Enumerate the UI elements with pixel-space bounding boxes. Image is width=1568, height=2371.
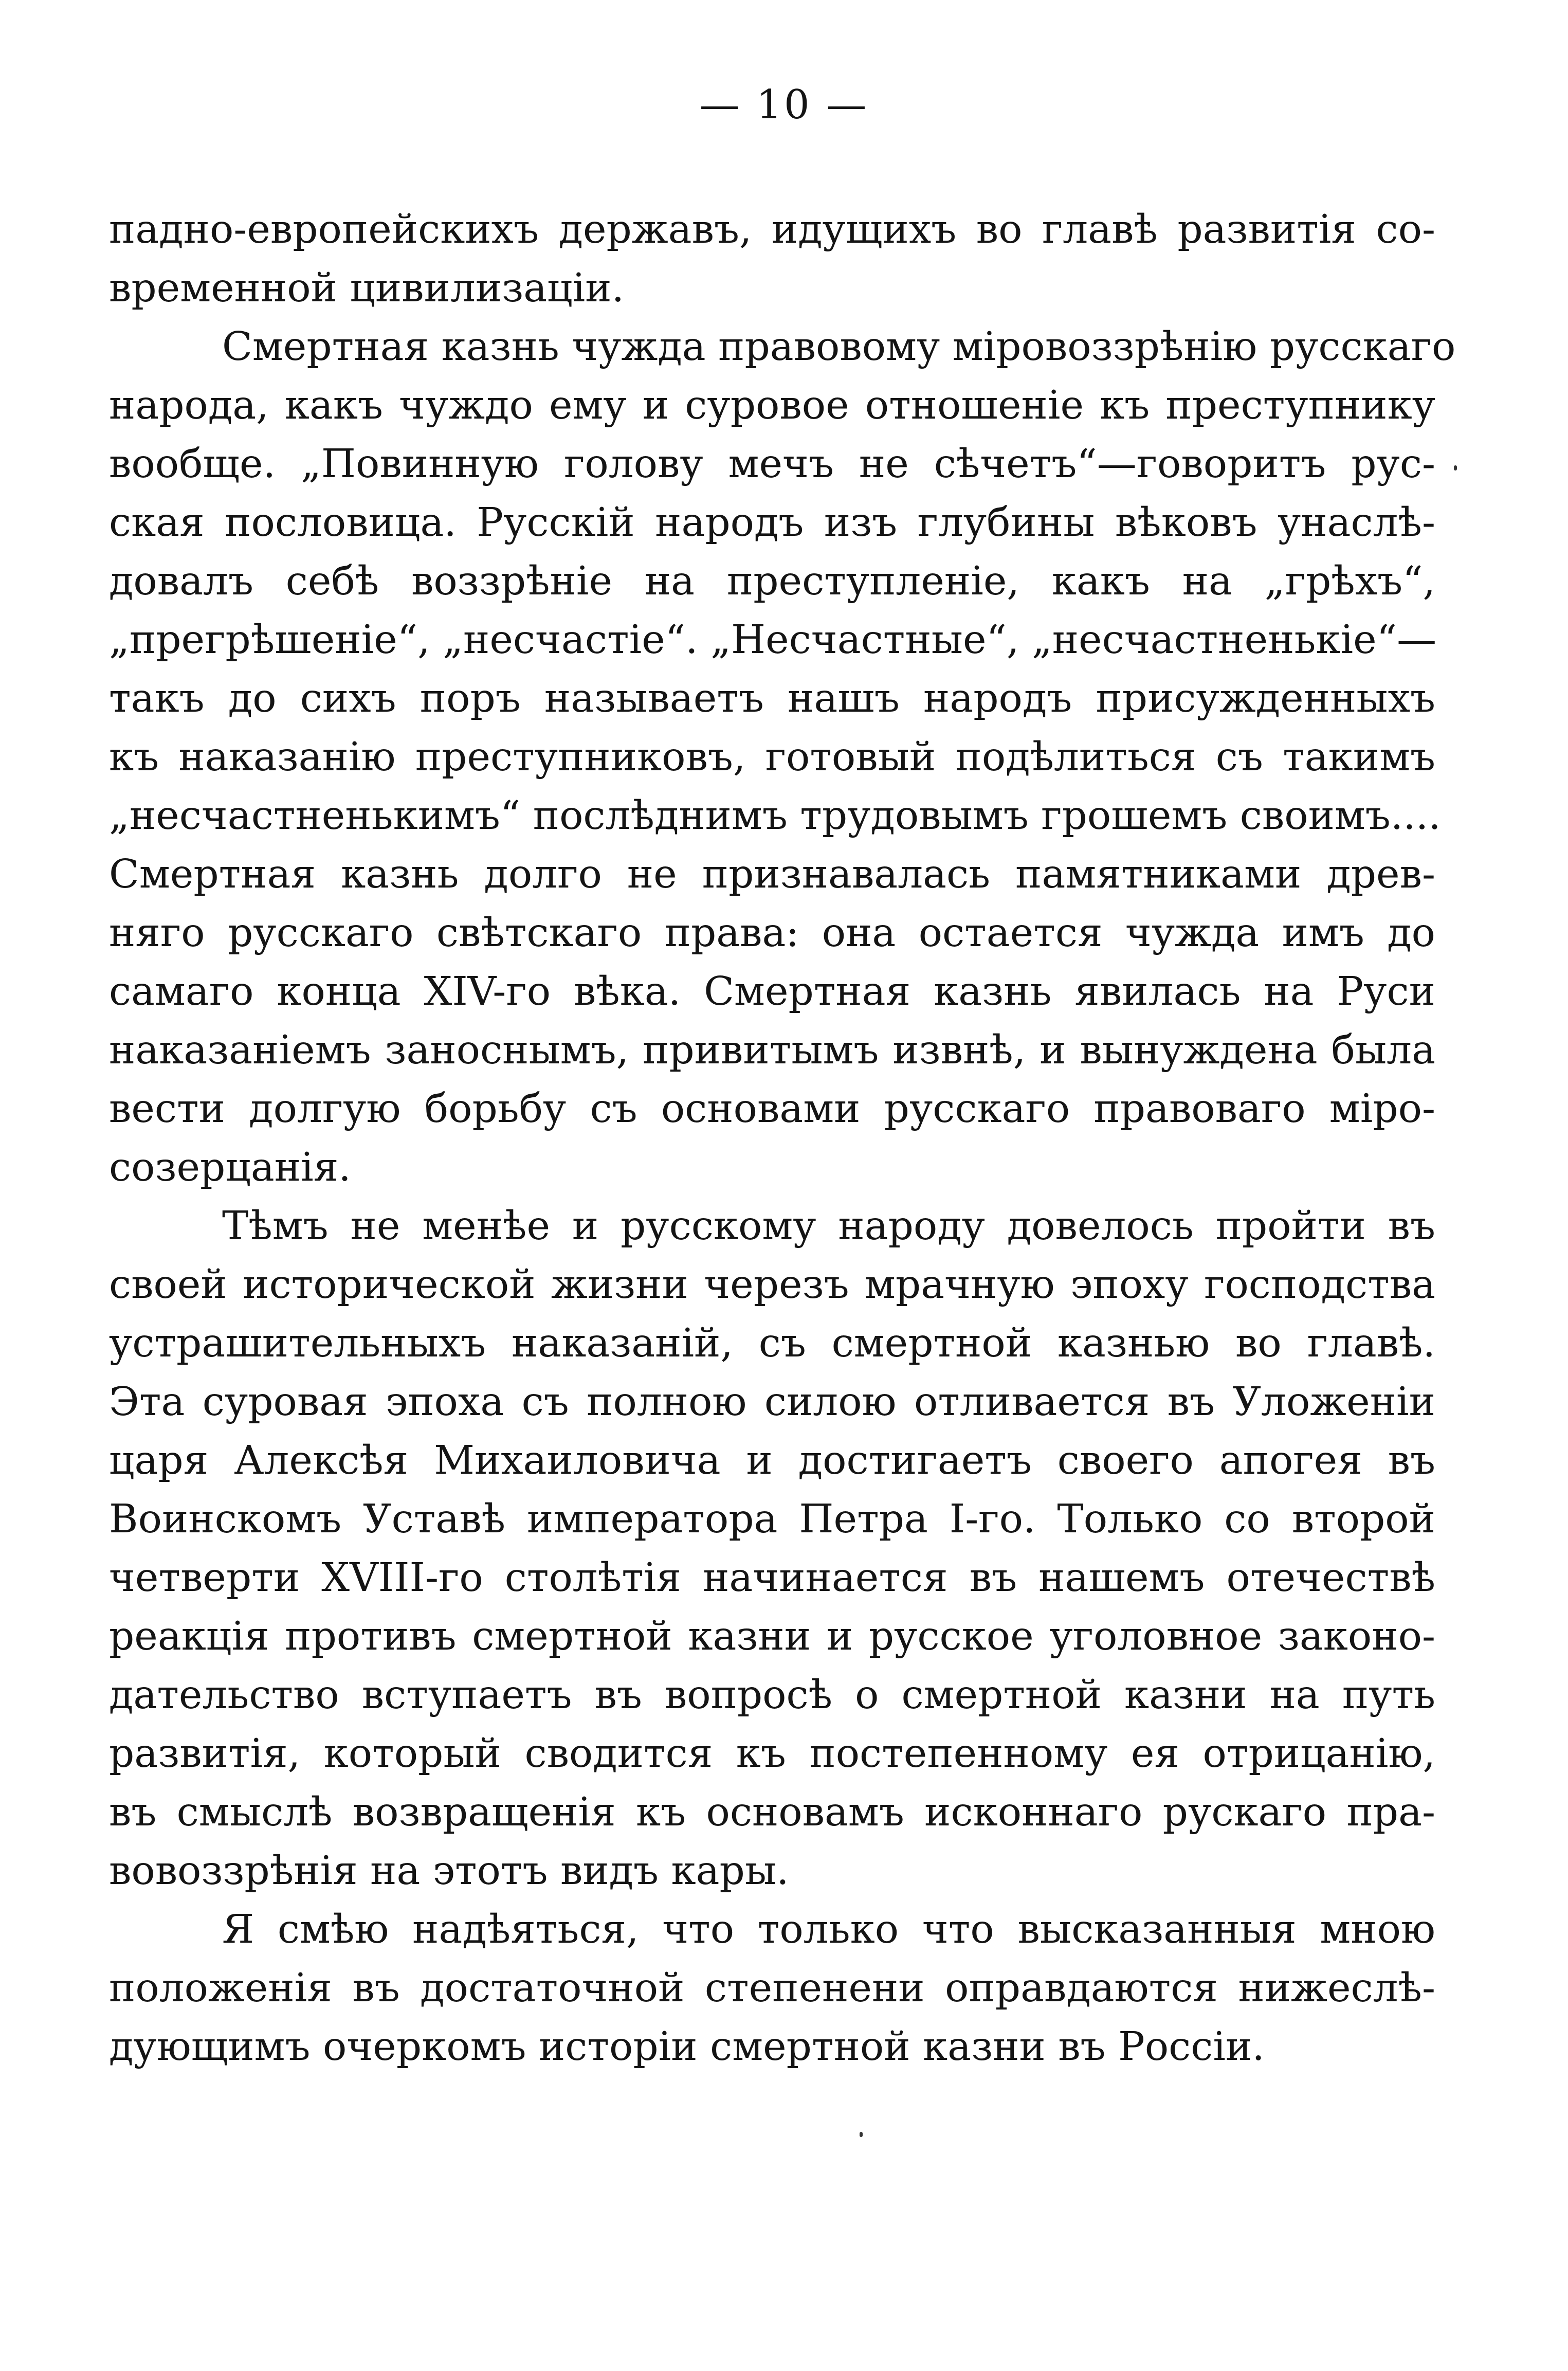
text-line: созерцанія. <box>109 1145 351 1190</box>
text-line: Я смѣю надѣяться, что только что высказанныя мною <box>222 1907 1435 1952</box>
text-line: Тѣмъ не менѣе и русскому народу довелось пройти въ <box>222 1203 1435 1249</box>
text-line: своей исторической жизни черезъ мрачную эпоху господства <box>109 1262 1435 1308</box>
print-speck <box>860 2132 863 2137</box>
text-line: временной цивилизаціи. <box>109 265 625 311</box>
text-line: Эта суровая эпоха съ полною силою отливается въ Уложеніи <box>109 1379 1435 1425</box>
paragraph <box>109 318 1456 1197</box>
body-text <box>109 201 1456 2076</box>
text-line: положенія въ достаточной степенени оправдаются нижеслѣ- <box>109 1965 1435 2011</box>
print-speck <box>1454 465 1457 470</box>
text-line: самаго конца XIV-го вѣка. Смертная казнь явилась на Руси <box>109 969 1435 1015</box>
text-line: къ наказанію преступниковъ, готовый подѣлиться съ такимъ <box>109 734 1435 780</box>
text-line: падно-европейскихъ державъ, идущихъ во главѣ развитія со- <box>109 207 1435 252</box>
text-line: устрашительныхъ наказаній, съ смертной казнью во главѣ. <box>109 1320 1435 1366</box>
text-line: наказаніемъ заноснымъ, привитымъ извнѣ, и вынуждена была <box>109 1027 1435 1073</box>
text-line: ская пословица. Русскій народъ изъ глубины вѣковъ унаслѣ- <box>109 500 1435 546</box>
text-line: дующимъ очеркомъ исторіи смертной казни въ Россіи. <box>109 2024 1265 2070</box>
text-line: народа, какъ чуждо ему и суровое отношеніе къ преступнику <box>109 383 1435 428</box>
text-line: четверти XVIII-го столѣтія начинается въ нашемъ отечествѣ <box>109 1555 1435 1601</box>
text-line: вовоззрѣнія на этотъ видъ кары. <box>109 1848 789 1894</box>
text-line: няго русскаго свѣтскаго права: она остается чужда имъ до <box>109 910 1435 956</box>
paragraph <box>109 1197 1435 1901</box>
page-number: — 10 — <box>699 82 869 128</box>
text-line: царя Алексѣя Михаиловича и достигаетъ своего апогея въ <box>109 1438 1435 1483</box>
text-line: въ смыслѣ возвращенія къ основамъ исконнаго рускаго пра- <box>109 1789 1435 1835</box>
text-line: дательство вступаетъ въ вопросѣ о смертной казни на путь <box>109 1672 1435 1718</box>
paragraph <box>109 1901 1435 2076</box>
text-line: развитія, который сводится къ постепенному ея отрицанію, <box>109 1731 1435 1777</box>
text-line: вообще. „Повинную голову мечъ не сѣчетъ“—говоритъ рус- <box>109 441 1435 487</box>
text-line: вести долгую борьбу съ основами русскаго правоваго міро- <box>109 1086 1435 1132</box>
text-line: „прегрѣшеніе“, „несчастіе“. „Несчастные“, „несчастненькіе“— <box>109 617 1437 663</box>
text-line: Смертная казнь чужда правовому міровоззрѣнію русскаго <box>222 324 1456 370</box>
text-line: довалъ себѣ воззрѣніе на преступленіе, какъ на „грѣхъ“, <box>109 558 1435 604</box>
text-line: такъ до сихъ поръ называетъ нашъ народъ присужденныхъ <box>109 676 1435 721</box>
paragraph <box>109 201 1435 318</box>
text-line: „несчастненькимъ“ послѣднимъ трудовымъ грошемъ своимъ.... <box>109 793 1441 839</box>
text-line: Воинскомъ Уставѣ императора Петра I-го. Только со второй <box>109 1496 1435 1542</box>
text-line: Смертная казнь долго не признавалась памятниками древ- <box>109 852 1435 897</box>
text-line: реакція противъ смертной казни и русское уголовное законо- <box>109 1614 1435 1659</box>
